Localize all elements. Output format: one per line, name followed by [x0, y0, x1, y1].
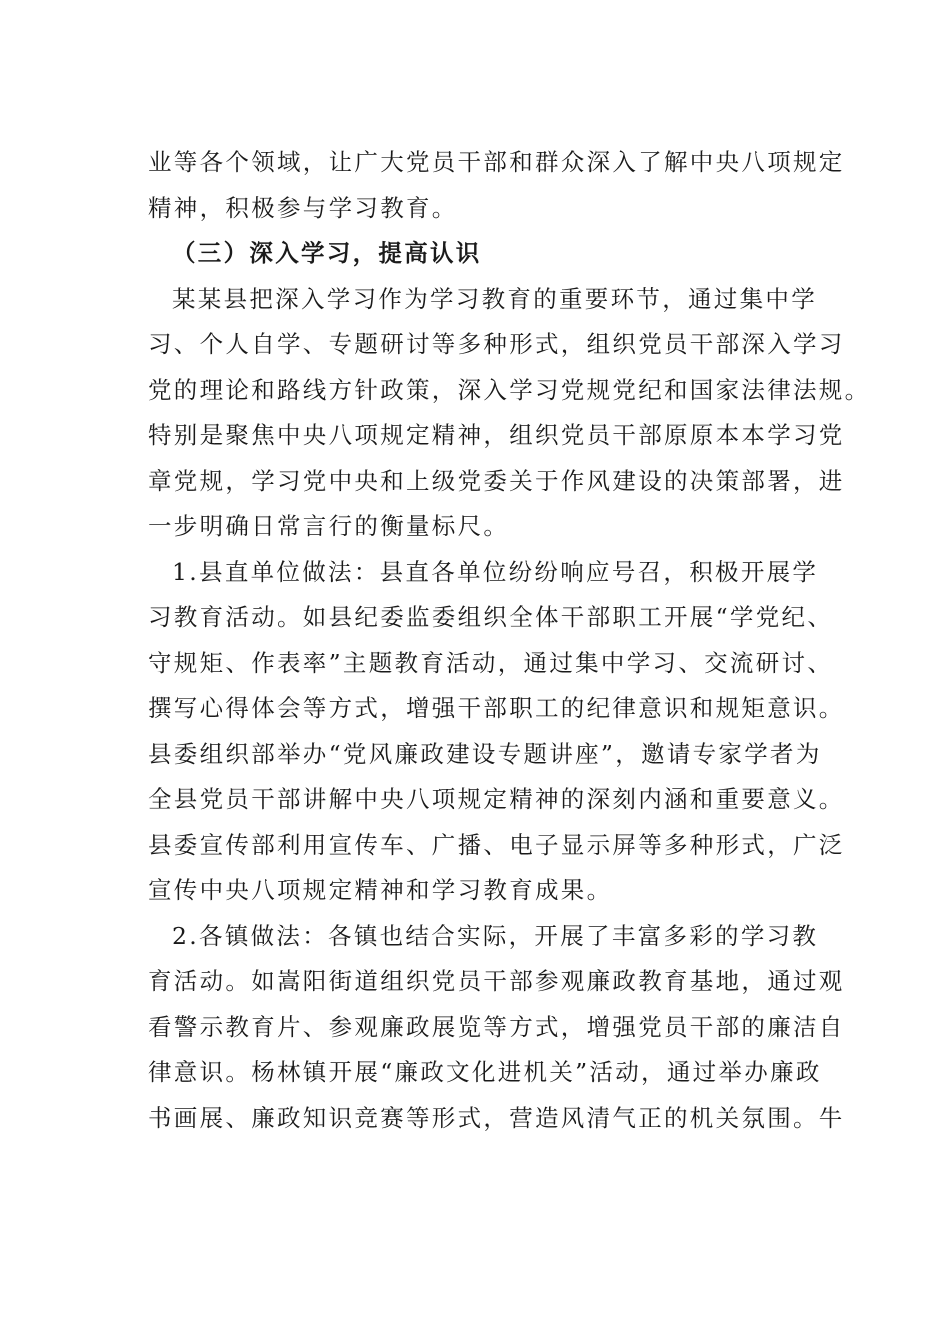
text-line: 2.各镇做法：各镇也结合实际，开展了丰富多彩的学习教	[172, 921, 819, 950]
text-line: 县委宣传部利用宣传车、广播、电子显示屏等多种形式，广泛	[148, 830, 845, 859]
text-line: 育活动。如嵩阳街道组织党员干部参观廉政教育基地，通过观	[148, 967, 845, 995]
text-line: 某某县把深入学习作为学习教育的重要环节，通过集中学	[172, 284, 817, 313]
text-line: 宣传中央八项规定精神和学习教育成果。	[148, 876, 613, 904]
text-line: 党的理论和路线方针政策，深入学习党规党纪和国家法律法规。	[148, 375, 871, 404]
text-line: 一步明确日常言行的衡量标尺。	[148, 512, 510, 540]
section-heading: （三）深入学习，提高认识	[172, 239, 482, 267]
text-line: 章党规，学习党中央和上级党委关于作风建设的决策部署，进	[148, 466, 845, 495]
text-line: 特别是聚焦中央八项规定精神，组织党员干部原原本本学习党	[148, 421, 845, 449]
text-line: 全县党员干部讲解中央八项规定精神的深刻内涵和重要意义。	[148, 785, 845, 813]
text-line: 1.县直单位做法：县直各单位纷纷响应号召，积极开展学	[172, 557, 819, 586]
document-body	[148, 140, 871, 1141]
text-line: 业等各个领域，让广大党员干部和群众深入了解中央八项规定	[148, 148, 845, 176]
text-line: 撰写心得体会等方式，增强干部职工的纪律意识和规矩意识。	[148, 694, 845, 722]
text-line: 看警示教育片、参观廉政展览等方式，增强党员干部的廉洁自	[148, 1012, 845, 1041]
text-line: 县委组织部举办“党风廉政建设专题讲座”，邀请专家学者为	[148, 739, 822, 768]
text-line: 书画展、廉政知识竞赛等形式，营造风清气正的机关氛围。牛	[148, 1103, 845, 1132]
text-line: 律意识。杨林镇开展“廉政文化进机关”活动，通过举办廉政	[148, 1058, 822, 1086]
text-line: 守规矩、作表率”主题教育活动，通过集中学习、交流研讨、	[148, 648, 834, 677]
text-line: 精神，积极参与学习教育。	[148, 193, 458, 222]
text-line: 习教育活动。如县纪委监委组织全体干部职工开展“学党纪、	[148, 603, 834, 631]
text-line: 习、个人自学、专题研讨等多种形式，组织党员干部深入学习	[148, 330, 845, 358]
